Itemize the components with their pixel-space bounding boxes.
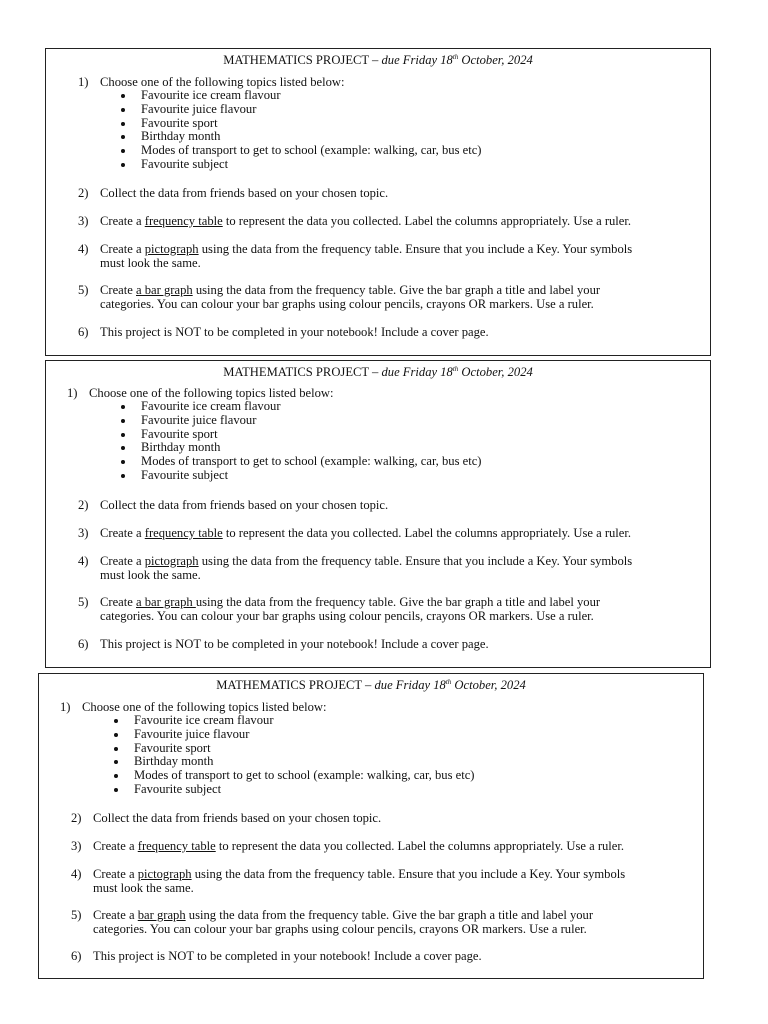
topic-item: Favourite sport	[116, 117, 482, 131]
instruction-number: 6)	[71, 949, 82, 963]
instruction-number: 5)	[78, 595, 89, 609]
topic-item: Favourite sport	[109, 742, 475, 756]
project-box-3	[38, 673, 704, 979]
instruction-number: 4)	[71, 867, 82, 881]
topic-item: Modes of transport to get to school (example: walking, car, bus etc)	[116, 455, 482, 469]
instruction-number: 2)	[71, 811, 82, 825]
project-box-1	[45, 48, 711, 356]
instruction-number: 5)	[71, 908, 82, 922]
instruction-number: 6)	[78, 637, 89, 651]
topic-item: Favourite juice flavour	[116, 103, 482, 117]
pictograph-term: pictograph	[137, 867, 192, 881]
instruction-text-continued: must look the same.	[93, 881, 194, 895]
title-due: due Friday 18	[381, 365, 453, 379]
pictograph-term: pictograph	[144, 242, 199, 256]
title-ordinal: th	[452, 364, 459, 373]
topic-item: Favourite juice flavour	[109, 728, 475, 742]
title-due: due Friday 18	[381, 53, 453, 67]
bar-graph-term: a bar graph	[136, 283, 193, 297]
instruction-text: Collect the data from friends based on your chosen topic.	[100, 186, 389, 200]
topic-item: Birthday month	[116, 441, 482, 455]
topic-item: Favourite subject	[109, 783, 475, 797]
instruction-text: Create	[100, 283, 137, 297]
title-ordinal: th	[445, 677, 452, 686]
instruction-text: using the data from the frequency table. Give the bar graph a title and label your	[195, 595, 601, 609]
instruction-text: Create a	[93, 867, 138, 881]
project-title	[46, 53, 710, 68]
title-date-rest: October, 2024	[451, 678, 526, 692]
instruction-number: 1)	[67, 386, 78, 400]
topic-list	[116, 89, 482, 172]
title-prefix: MATHEMATICS PROJECT –	[223, 53, 382, 67]
topic-item: Modes of transport to get to school (example: walking, car, bus etc)	[109, 769, 475, 783]
title-due: due Friday 18	[374, 678, 446, 692]
project-box-2	[45, 360, 711, 668]
instruction-number: 5)	[78, 283, 89, 297]
instruction-text: using the data from the frequency table. Give the bar graph a title and label your	[185, 908, 594, 922]
project-title	[39, 678, 703, 693]
instruction-text: to represent the data you collected. Label the columns appropriately. Use a ruler.	[215, 839, 625, 853]
instruction-number: 6)	[78, 325, 89, 339]
instruction-text-continued: must look the same.	[100, 568, 201, 582]
instruction-text: Create a	[100, 242, 145, 256]
instruction-text: This project is NOT to be completed in your notebook! Include a cover page.	[100, 325, 489, 339]
instruction-text: to represent the data you collected. Label the columns appropriately. Use a ruler.	[222, 526, 632, 540]
instruction-text: Create a	[100, 554, 145, 568]
instruction-text: Choose one of the following topics listed below:	[82, 700, 327, 714]
instruction-text: This project is NOT to be completed in your notebook! Include a cover page.	[100, 637, 489, 651]
instruction-text: Create a	[93, 839, 138, 853]
instruction-number: 3)	[78, 214, 89, 228]
topic-item: Favourite juice flavour	[116, 414, 482, 428]
topic-item: Favourite ice cream flavour	[116, 400, 482, 414]
instruction-text-continued: must look the same.	[100, 256, 201, 270]
instruction-number: 4)	[78, 554, 89, 568]
instruction-text: Create a	[100, 526, 145, 540]
topic-item: Birthday month	[109, 755, 475, 769]
instruction-text: Choose one of the following topics listed below:	[100, 75, 345, 89]
instruction-text: using the data from the frequency table. Ensure that you include a Key. Your symbols	[198, 554, 633, 568]
instruction-text: to represent the data you collected. Label the columns appropriately. Use a ruler.	[222, 214, 632, 228]
instruction-text: using the data from the frequency table. Ensure that you include a Key. Your symbols	[191, 867, 626, 881]
topic-item: Favourite ice cream flavour	[116, 89, 482, 103]
instruction-text: Create a	[93, 908, 138, 922]
instruction-number: 3)	[71, 839, 82, 853]
topic-list	[109, 714, 475, 797]
instruction-text: Collect the data from friends based on your chosen topic.	[100, 498, 389, 512]
title-date-rest: October, 2024	[458, 53, 533, 67]
instruction-number: 1)	[78, 75, 89, 89]
instruction-number: 2)	[78, 186, 89, 200]
title-date-rest: October, 2024	[458, 365, 533, 379]
instruction-number: 1)	[60, 700, 71, 714]
title-prefix: MATHEMATICS PROJECT –	[216, 678, 375, 692]
project-title	[46, 365, 710, 380]
instruction-text: using the data from the frequency table. Give the bar graph a title and label your	[192, 283, 601, 297]
instruction-number: 2)	[78, 498, 89, 512]
instruction-text: This project is NOT to be completed in your notebook! Include a cover page.	[93, 949, 482, 963]
frequency-table-term: frequency table	[144, 214, 223, 228]
instruction-text: Choose one of the following topics listed below:	[89, 386, 334, 400]
instruction-text-continued: categories. You can colour your bar graphs using colour pencils, crayons OR markers. Use a ruler.	[100, 609, 594, 623]
topic-item: Favourite sport	[116, 428, 482, 442]
topic-item: Favourite subject	[116, 469, 482, 483]
bar-graph-term: bar graph	[137, 908, 186, 922]
instruction-text: Collect the data from friends based on your chosen topic.	[93, 811, 382, 825]
instruction-text: Create	[100, 595, 137, 609]
topic-item: Favourite ice cream flavour	[109, 714, 475, 728]
topic-list	[116, 400, 482, 483]
topic-item: Favourite subject	[116, 158, 482, 172]
instruction-number: 3)	[78, 526, 89, 540]
instruction-text-continued: categories. You can colour your bar graphs using colour pencils, crayons OR markers. Use a ruler.	[93, 922, 587, 936]
title-prefix: MATHEMATICS PROJECT –	[223, 365, 382, 379]
bar-graph-term: a bar graph	[136, 595, 196, 609]
title-ordinal: th	[452, 52, 459, 61]
pictograph-term: pictograph	[144, 554, 199, 568]
topic-item: Modes of transport to get to school (example: walking, car, bus etc)	[116, 144, 482, 158]
frequency-table-term: frequency table	[137, 839, 216, 853]
topic-item: Birthday month	[116, 130, 482, 144]
frequency-table-term: frequency table	[144, 526, 223, 540]
instruction-number: 4)	[78, 242, 89, 256]
instruction-text: Create a	[100, 214, 145, 228]
instruction-text: using the data from the frequency table. Ensure that you include a Key. Your symbols	[198, 242, 633, 256]
instruction-text-continued: categories. You can colour your bar graphs using colour pencils, crayons OR markers. Use a ruler.	[100, 297, 594, 311]
